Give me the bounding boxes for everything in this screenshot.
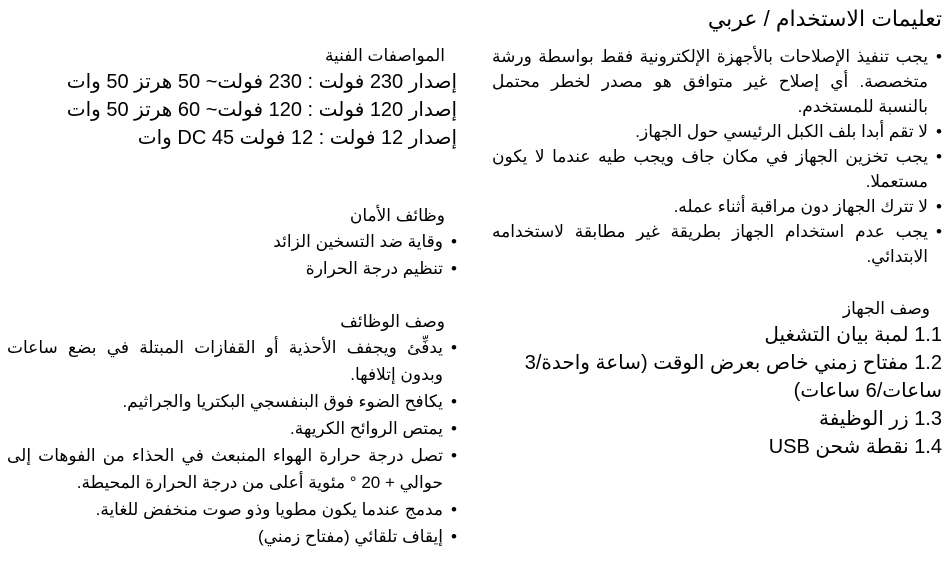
list-item: • يجب عدم استخدام الجهاز بطريقة غير مطابقة لاستخدامه الابتدائي. — [492, 219, 942, 269]
usage-instructions-list — [492, 44, 942, 269]
device-description-heading: وصف الجهاز — [842, 299, 930, 318]
safety-functions-heading: وظائف الأمان — [349, 206, 445, 225]
list-item: • إيقاف تلقائي (مفتاح زمني) — [7, 523, 457, 550]
spec-line: إصدار 12 فولت : 12 فولت DC 45 وات — [137, 127, 457, 149]
functions-description-section — [7, 310, 457, 550]
safety-functions-section — [7, 204, 457, 282]
list-item: • تنظيم درجة الحرارة — [7, 255, 457, 282]
list-item: • يجب تنفيذ الإصلاحات بالأجهزة الإلكترونية فقط بواسطة ورشة متخصصة. أي إصلاح غير متوافق هو مصدر لخطر محتمل بالنسبة للمستخدم. — [492, 44, 942, 119]
list-item: • وقاية ضد التسخين الزائد — [7, 228, 457, 255]
list-item: • لا تقم أبدا بلف الكبل الرئيسي حول الجهاز. — [492, 119, 942, 144]
spec-line: إصدار 120 فولت : 120 فولت~ 60 هرتز 50 وات — [66, 99, 457, 121]
device-parts-list — [492, 321, 942, 461]
safety-functions-list — [7, 228, 457, 282]
specifications-section — [7, 44, 457, 152]
list-item: 1.3 زر الوظيفة — [818, 408, 942, 430]
list-item: • يجب تخزين الجهاز في مكان جاف ويجب طيه عندما لا يكون مستعملا. — [492, 144, 942, 194]
list-item: • يكافح الضوء فوق البنفسجي البكتريا والجراثيم. — [7, 388, 457, 415]
left-column — [7, 44, 457, 550]
list-item: • تصل درجة حرارة الهواء المنبعث في الحذاء من الفوهات إلى حوالي + 20 ° مئوية أعلى من درجة الحرارة المحيطة. — [7, 442, 457, 496]
list-item: 1.1 لمبة بيان التشغيل — [764, 324, 942, 346]
list-item: 1.2 مفتاح زمني خاص بعرض الوقت (ساعة واحدة/3 ساعات/6 ساعات) — [524, 352, 942, 402]
list-item: • مدمج عندما يكون مطويا وذو صوت منخفض للغاية. — [7, 496, 457, 523]
list-item: • لا تترك الجهاز دون مراقبة أثناء عمله. — [492, 194, 942, 219]
list-item: 1.4 نقطة شحن USB — [768, 436, 942, 458]
functions-description-heading: وصف الوظائف — [340, 312, 445, 331]
functions-description-list — [7, 334, 457, 550]
list-item: • يمتص الروائح الكريهة. — [7, 415, 457, 442]
list-item: • يدفِّئ ويجفف الأحذية أو القفازات المبتلة في بضع ساعات وبدون إتلافها. — [7, 334, 457, 388]
right-column — [492, 44, 942, 461]
spec-line: إصدار 230 فولت : 230 فولت~ 50 هرتز 50 وات — [66, 71, 457, 93]
device-description-section — [492, 297, 942, 461]
page-title: تعليمات الاستخدام / عربي — [707, 6, 942, 31]
specifications-heading: المواصفات الفنية — [324, 46, 445, 65]
